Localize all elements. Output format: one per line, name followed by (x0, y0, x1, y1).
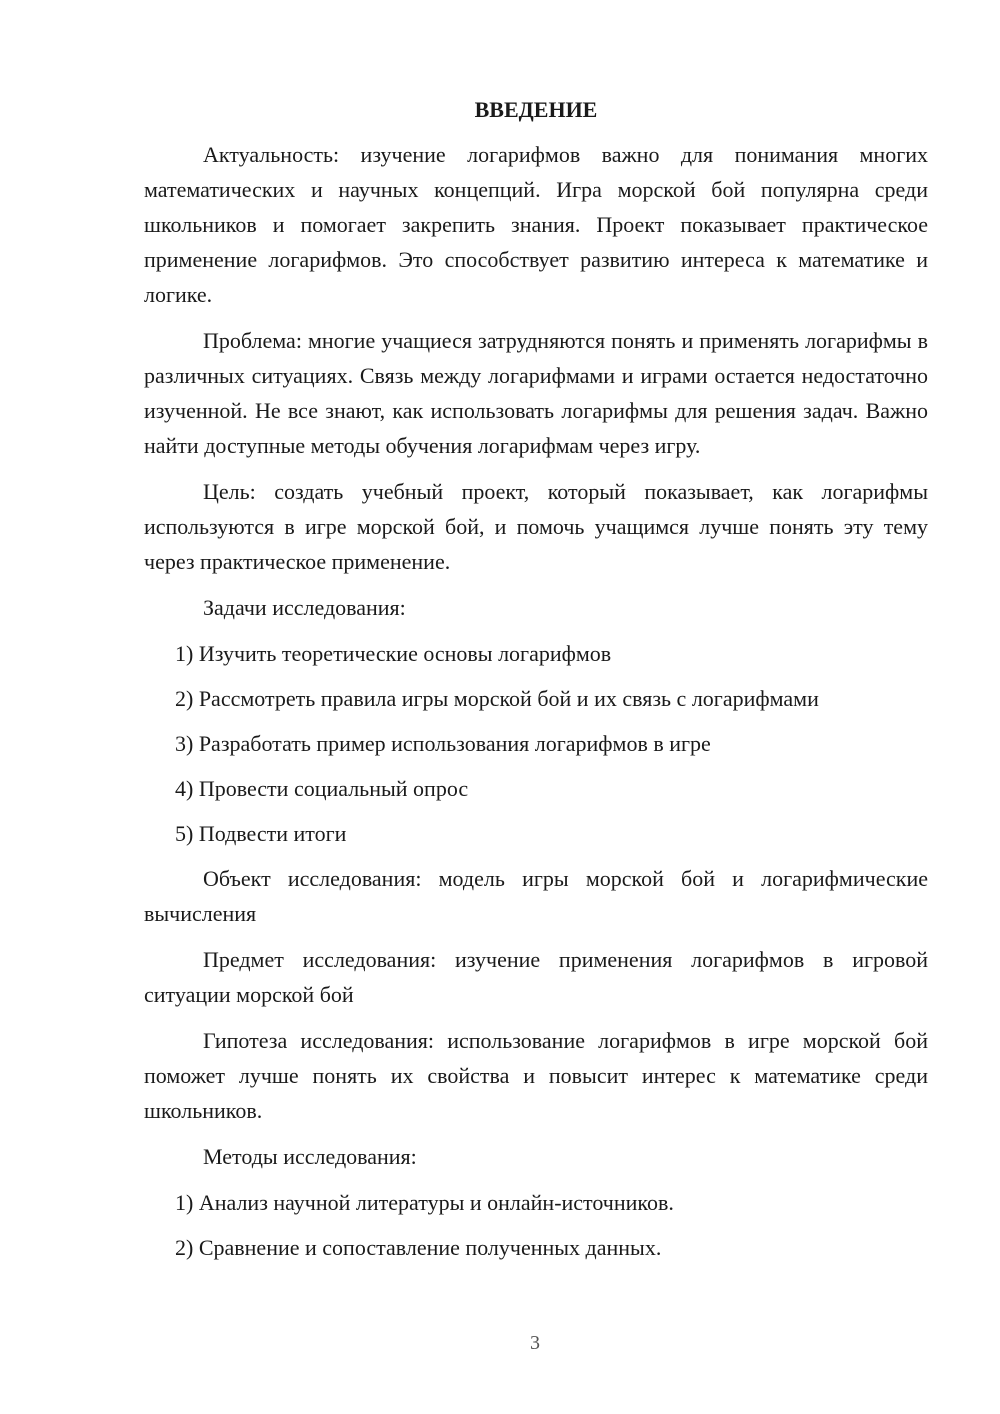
task-item-4: 4) Провести социальный опрос (175, 776, 469, 801)
task-item-1: 1) Изучить теоретические основы логарифмов (175, 641, 612, 666)
task-item-2: 2) Рассмотреть правила игры морской бой и их связь с логарифмами (175, 686, 819, 711)
paragraph-relevance: Актуальность: изучение логарифмов важно для понимания многих математических и научных концепций. Игра морской бой популярна среди школьников и помогает закрепить знания. Проект показывает практическое применение логарифмов. Это способствует развитию интереса к математике и логике. (144, 142, 928, 307)
method-item-1: 1) Анализ научной литературы и онлайн-источников. (175, 1190, 674, 1215)
page-title: ВВЕДЕНИЕ (474, 97, 598, 122)
document-page (144, 95, 928, 1275)
paragraph-problem: Проблема: многие учащиеся затрудняются понять и применять логарифмы в различных ситуациях. Связь между логарифмами и играми остается недостаточно изученной. Не все знают, как использовать логарифмы для решения задач. Важно найти доступные методы обучения логарифмам через игру. (144, 328, 928, 458)
page-number: 3 (530, 1332, 540, 1354)
paragraph-object: Объект исследования: модель игры морской бой и логарифмические вычисления (144, 866, 928, 926)
tasks-label: Задачи исследования: (203, 595, 406, 620)
paragraph-subject: Предмет исследования: изучение применения логарифмов в игровой ситуации морской бой (144, 947, 928, 1007)
task-item-5: 5) Подвести итоги (175, 821, 347, 846)
task-item-3: 3) Разработать пример использования логарифмов в игре (175, 731, 711, 756)
paragraph-hypothesis: Гипотеза исследования: использование логарифмов в игре морской бой поможет лучше понять их свойства и повысит интерес к математике среди школьников. (144, 1028, 928, 1123)
method-item-2: 2) Сравнение и сопоставление полученных данных. (175, 1235, 662, 1260)
methods-label: Методы исследования: (203, 1144, 417, 1169)
paragraph-goal: Цель: создать учебный проект, который показывает, как логарифмы используются в игре морской бой, и помочь учащимся лучше понять эту тему через практическое применение. (144, 479, 928, 574)
